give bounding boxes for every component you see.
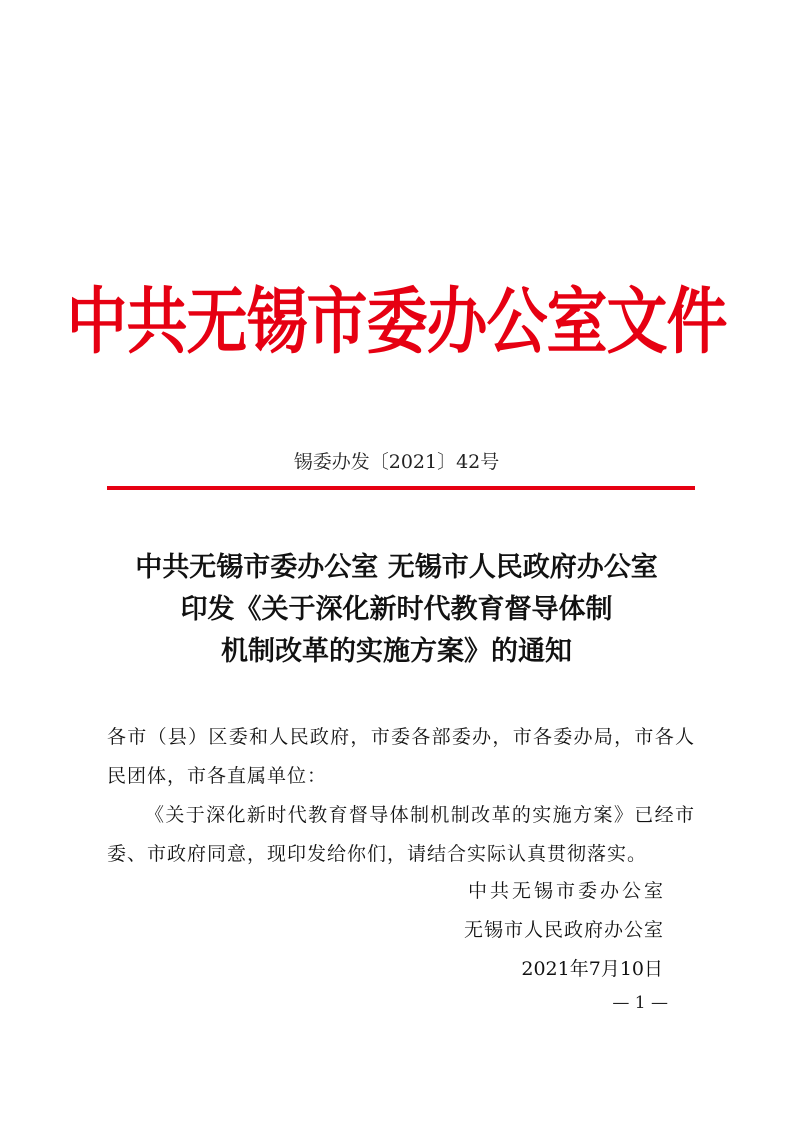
signature-block (0, 872, 666, 989)
notice-title-line-2: 印发《关于深化新时代教育督导体制 (180, 594, 613, 625)
notice-title (60, 547, 733, 673)
salutation: 各市（县）区委和人民政府，市委各部委办，市各委办局，市各人民团体，市各直属单位： (107, 726, 695, 787)
notice-title-line-1: 中共无锡市委办公室 无锡市人民政府办公室 (135, 552, 658, 583)
signature-org-government: 无锡市人民政府办公室 (463, 919, 664, 941)
signature-date: 2021年7月10日 (521, 958, 663, 980)
document-number: 锡委办发〔2021〕42号 (293, 451, 500, 473)
notice-body (107, 718, 695, 874)
page-number: — 1 — (612, 993, 668, 1013)
red-divider-rule (107, 486, 695, 490)
notice-title-line-3: 机制改革的实施方案》的通知 (221, 636, 572, 667)
body-paragraph: 《关于深化新时代教育督导体制机制改革的实施方案》已经市委、市政府同意，现印发给你们，请结合实际认真贯彻落实。 (107, 804, 695, 865)
signature-org-party: 中共无锡市委办公室 (467, 880, 666, 902)
masthead-title: 中共无锡市委办公室文件 (66, 280, 727, 365)
